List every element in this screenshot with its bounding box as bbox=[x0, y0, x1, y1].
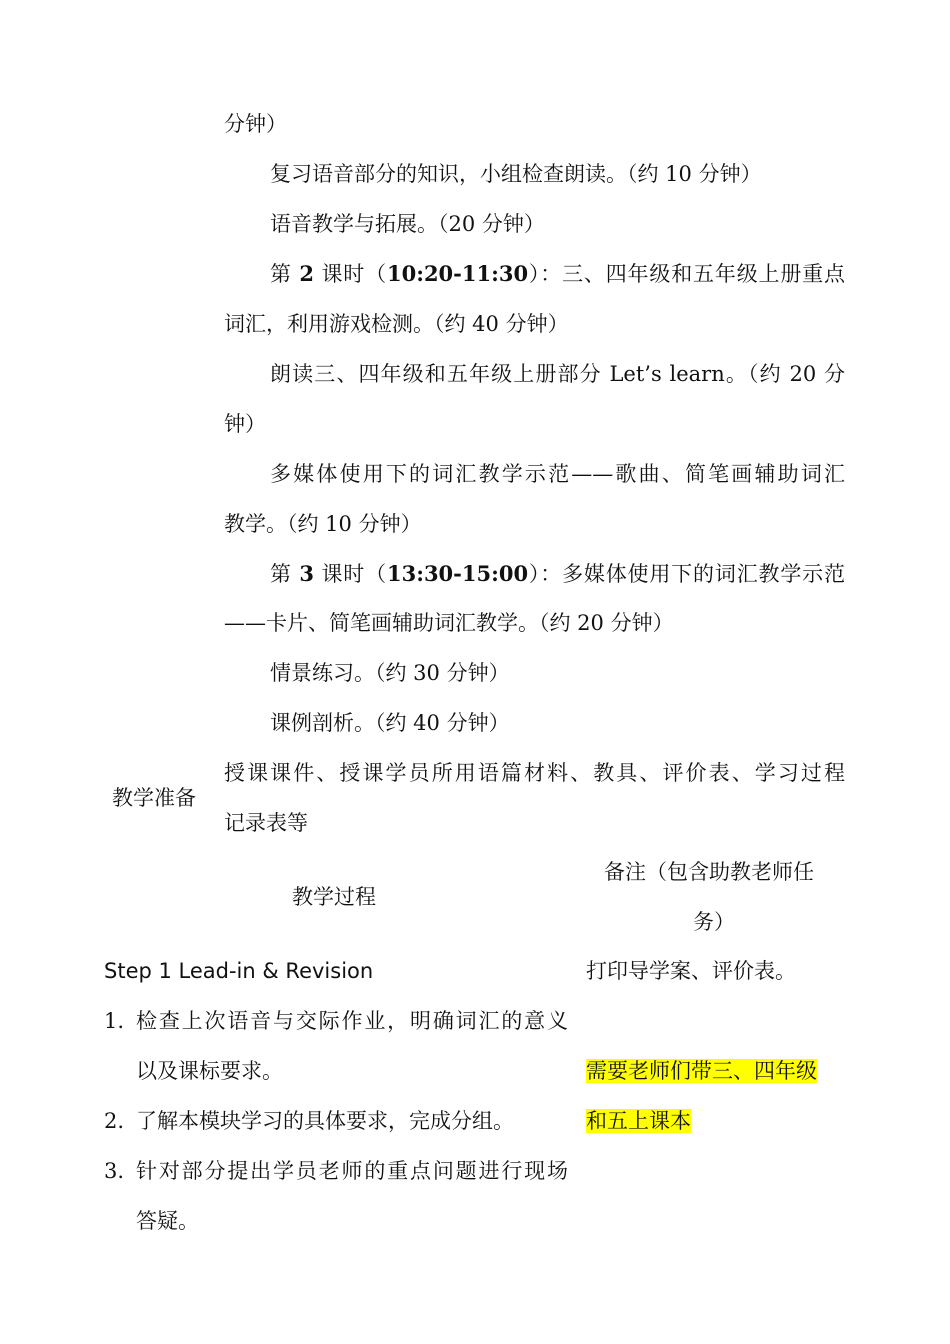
prep-text-line: 授课课件、授课学员所用语篇材料、教具、评价表、学习过程 bbox=[224, 761, 845, 785]
session-2-heading: 第 2 课时（10:20-11:30）：三、四年级和五年级上册重点 bbox=[270, 261, 846, 286]
prep-text-line: 记录表等 bbox=[224, 811, 308, 835]
note-text: 打印导学案、评价表。 bbox=[586, 959, 796, 983]
list-item: 检查上次语音与交际作业，明确词汇的意义 bbox=[136, 1009, 568, 1033]
schedule-line: 复习语音部分的知识，小组检查朗读。（约 10 分钟） bbox=[270, 162, 762, 186]
notes-header: 备注（包含助教老师任 bbox=[604, 860, 814, 884]
schedule-line: ——卡片、简笔画辅助词汇教学。（约 20 分钟） bbox=[224, 611, 674, 635]
list-item: 答疑。 bbox=[136, 1209, 199, 1233]
list-number: 2. bbox=[104, 1109, 125, 1133]
session-3-heading: 第 3 课时（13:30-15:00）：多媒体使用下的词汇教学示范 bbox=[270, 561, 846, 586]
highlighted-text: 需要老师们带三、四年级 bbox=[586, 1059, 817, 1083]
schedule-line: 词汇，利用游戏检测。（约 40 分钟） bbox=[224, 312, 569, 336]
schedule-line: 教学。（约 10 分钟） bbox=[224, 512, 422, 536]
note-highlight bbox=[586, 1056, 817, 1086]
note-highlight bbox=[586, 1106, 691, 1136]
list-item: 针对部分提出学员老师的重点问题进行现场 bbox=[136, 1159, 568, 1183]
list-number: 1. bbox=[104, 1009, 125, 1033]
list-item: 以及课标要求。 bbox=[136, 1059, 283, 1083]
highlighted-text: 和五上课本 bbox=[586, 1109, 691, 1133]
schedule-line: 课例剖析。（约 40 分钟） bbox=[270, 711, 510, 735]
list-item: 了解本模块学习的具体要求，完成分组。 bbox=[136, 1109, 514, 1133]
schedule-line: 语音教学与拓展。（20 分钟） bbox=[270, 212, 545, 236]
notes-header: 务） bbox=[693, 910, 735, 934]
schedule-line: 分钟） bbox=[224, 112, 287, 136]
schedule-line: 多媒体使用下的词汇教学示范——歌曲、简笔画辅助词汇 bbox=[270, 462, 845, 486]
list-number: 3. bbox=[104, 1159, 125, 1183]
step-title: Step 1 Lead-in & Revision bbox=[104, 959, 374, 983]
schedule-line: 朗读三、四年级和五年级上册部分 Let’s learn。（约 20 分 bbox=[270, 362, 845, 386]
process-header: 教学过程 bbox=[292, 885, 376, 909]
prep-label: 教学准备 bbox=[112, 786, 196, 810]
schedule-line: 情景练习。（约 30 分钟） bbox=[270, 661, 510, 685]
schedule-line: 钟） bbox=[224, 412, 266, 436]
